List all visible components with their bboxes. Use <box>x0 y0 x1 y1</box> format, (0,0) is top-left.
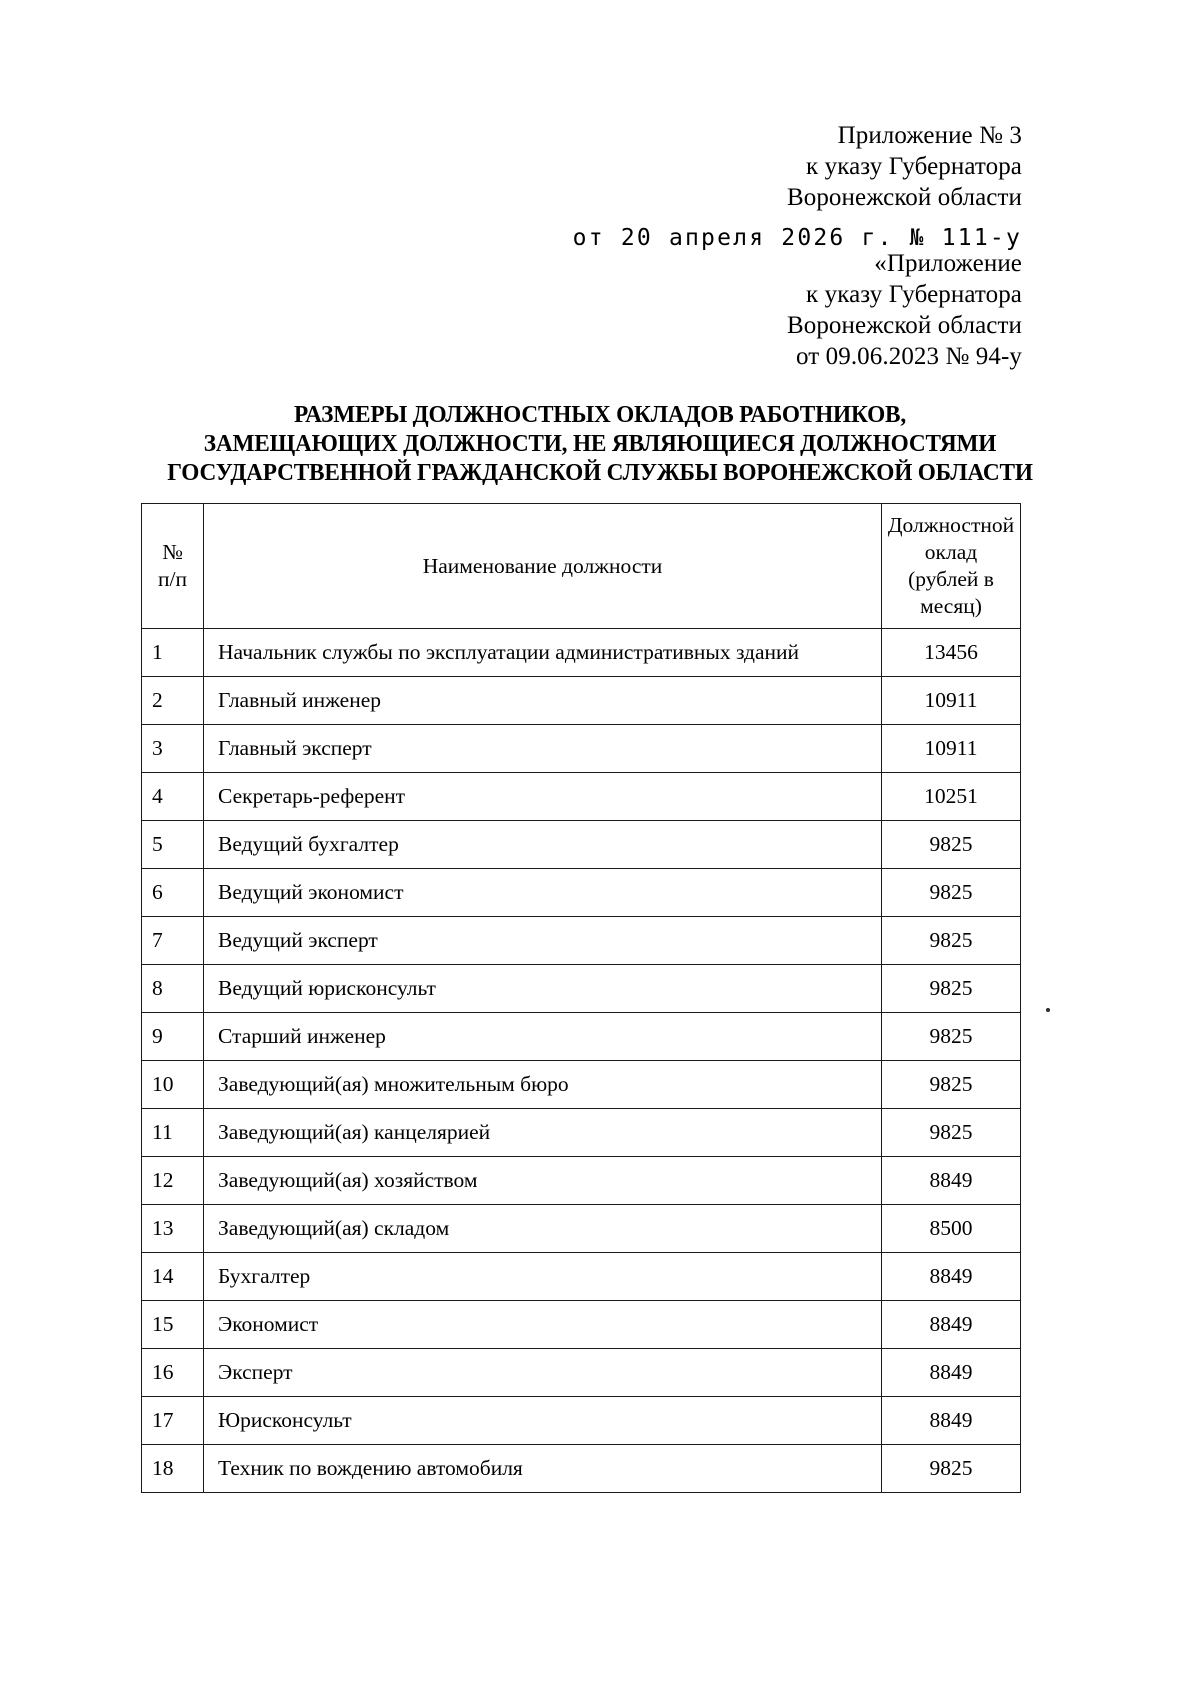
table-row <box>142 1157 1021 1205</box>
row-number: 18 <box>142 1445 204 1493</box>
row-number: 10 <box>142 1061 204 1109</box>
salary-amount: 8500 <box>882 1205 1021 1253</box>
document-title <box>30 400 1170 487</box>
source-decree-date: от 09.06.2023 № 94-у <box>795 343 1022 370</box>
table-row <box>142 821 1021 869</box>
row-number: 3 <box>142 725 204 773</box>
salary-amount: 13456 <box>882 629 1021 677</box>
row-number: 13 <box>142 1205 204 1253</box>
row-number: 4 <box>142 773 204 821</box>
position-name: Главный инженер <box>204 677 882 725</box>
salary-table-container <box>141 503 1020 1493</box>
table-row <box>142 869 1021 917</box>
row-number: 12 <box>142 1157 204 1205</box>
table-row <box>142 965 1021 1013</box>
table-row <box>142 917 1021 965</box>
table-row <box>142 1253 1021 1301</box>
column-header-salary-line2: оклад <box>924 540 978 564</box>
table-row <box>142 1301 1021 1349</box>
column-header-salary <box>882 504 1021 629</box>
position-name: Ведущий бухгалтер <box>204 821 882 869</box>
table-row <box>142 1109 1021 1157</box>
row-number: 6 <box>142 869 204 917</box>
salary-table <box>141 503 1021 1493</box>
table-row <box>142 773 1021 821</box>
column-header-position: Наименование должности <box>204 504 882 629</box>
salary-amount: 8849 <box>882 1301 1021 1349</box>
source-reference-block <box>787 248 1022 372</box>
row-number: 8 <box>142 965 204 1013</box>
row-number: 9 <box>142 1013 204 1061</box>
position-name: Главный эксперт <box>204 725 882 773</box>
position-name: Бухгалтер <box>204 1253 882 1301</box>
salary-amount: 10251 <box>882 773 1021 821</box>
salary-amount: 9825 <box>882 1445 1021 1493</box>
row-number: 1 <box>142 629 204 677</box>
position-name: Ведущий эксперт <box>204 917 882 965</box>
position-name: Техник по вождению автомобиля <box>204 1445 882 1493</box>
row-number: 5 <box>142 821 204 869</box>
appendix-number: Приложение № 3 <box>837 122 1022 149</box>
table-header <box>142 504 1021 629</box>
source-appendix-label: «Приложение <box>874 250 1022 277</box>
salary-amount: 8849 <box>882 1157 1021 1205</box>
table-header-row <box>142 504 1021 629</box>
source-region: Воронежской области <box>786 312 1022 339</box>
row-number: 2 <box>142 677 204 725</box>
table-row <box>142 1445 1021 1493</box>
row-number: 15 <box>142 1301 204 1349</box>
position-name: Экономист <box>204 1301 882 1349</box>
title-line-3: ГОСУДАРСТВЕННОЙ ГРАЖДАНСКОЙ СЛУЖБЫ ВОРОНЕЖСКОЙ ОБЛАСТИ <box>167 459 1033 486</box>
position-name: Заведующий(ая) складом <box>204 1205 882 1253</box>
appendix-reference-block <box>573 120 1022 254</box>
table-row <box>142 1061 1021 1109</box>
column-header-number-line2: п/п <box>158 567 187 591</box>
table-row <box>142 1205 1021 1253</box>
salary-amount: 9825 <box>882 1013 1021 1061</box>
column-header-number <box>142 504 204 629</box>
position-name: Заведующий(ая) хозяйством <box>204 1157 882 1205</box>
position-name: Ведущий юрисконсульт <box>204 965 882 1013</box>
position-name: Секретарь-референт <box>204 773 882 821</box>
salary-amount: 9825 <box>882 917 1021 965</box>
salary-amount: 8849 <box>882 1253 1021 1301</box>
table-row <box>142 1013 1021 1061</box>
salary-amount: 8849 <box>882 1397 1021 1445</box>
row-number: 7 <box>142 917 204 965</box>
appendix-decree-date: от 20 апреля 2026 г. № 111-у <box>572 225 1022 251</box>
appendix-region: Воронежской области <box>786 184 1022 211</box>
position-name: Старший инженер <box>204 1013 882 1061</box>
table-row <box>142 1349 1021 1397</box>
salary-amount: 8849 <box>882 1349 1021 1397</box>
position-name: Начальник службы по эксплуатации административных зданий <box>204 629 882 677</box>
position-name: Эксперт <box>204 1349 882 1397</box>
row-number: 16 <box>142 1349 204 1397</box>
salary-amount: 9825 <box>882 869 1021 917</box>
salary-amount: 10911 <box>882 725 1021 773</box>
position-name: Юрисконсульт <box>204 1397 882 1445</box>
salary-amount: 10911 <box>882 677 1021 725</box>
row-number: 11 <box>142 1109 204 1157</box>
scan-artifact-speck <box>1046 1008 1050 1012</box>
column-header-number-line1: № <box>162 540 183 564</box>
appendix-decree-authority: к указу Губернатора <box>806 153 1022 180</box>
row-number: 17 <box>142 1397 204 1445</box>
title-line-1: РАЗМЕРЫ ДОЛЖНОСТНЫХ ОКЛАДОВ РАБОТНИКОВ, <box>294 401 906 428</box>
table-body <box>142 629 1021 1493</box>
table-row <box>142 725 1021 773</box>
position-name: Заведующий(ая) множительным бюро <box>204 1061 882 1109</box>
position-name: Заведующий(ая) канцелярией <box>204 1109 882 1157</box>
title-line-2: ЗАМЕЩАЮЩИХ ДОЛЖНОСТИ, НЕ ЯВЛЯЮЩИЕСЯ ДОЛЖНОСТЯМИ <box>203 430 997 457</box>
salary-amount: 9825 <box>882 965 1021 1013</box>
table-row <box>142 1397 1021 1445</box>
salary-amount: 9825 <box>882 1061 1021 1109</box>
salary-amount: 9825 <box>882 1109 1021 1157</box>
position-name: Ведущий экономист <box>204 869 882 917</box>
table-row <box>142 677 1021 725</box>
column-header-salary-line1: Должностной <box>887 513 1015 537</box>
row-number: 14 <box>142 1253 204 1301</box>
source-decree-authority: к указу Губернатора <box>806 281 1022 308</box>
table-row <box>142 629 1021 677</box>
column-header-salary-line3: (рублей в <box>908 567 994 591</box>
column-header-salary-line4: месяц) <box>920 594 982 618</box>
salary-amount: 9825 <box>882 821 1021 869</box>
